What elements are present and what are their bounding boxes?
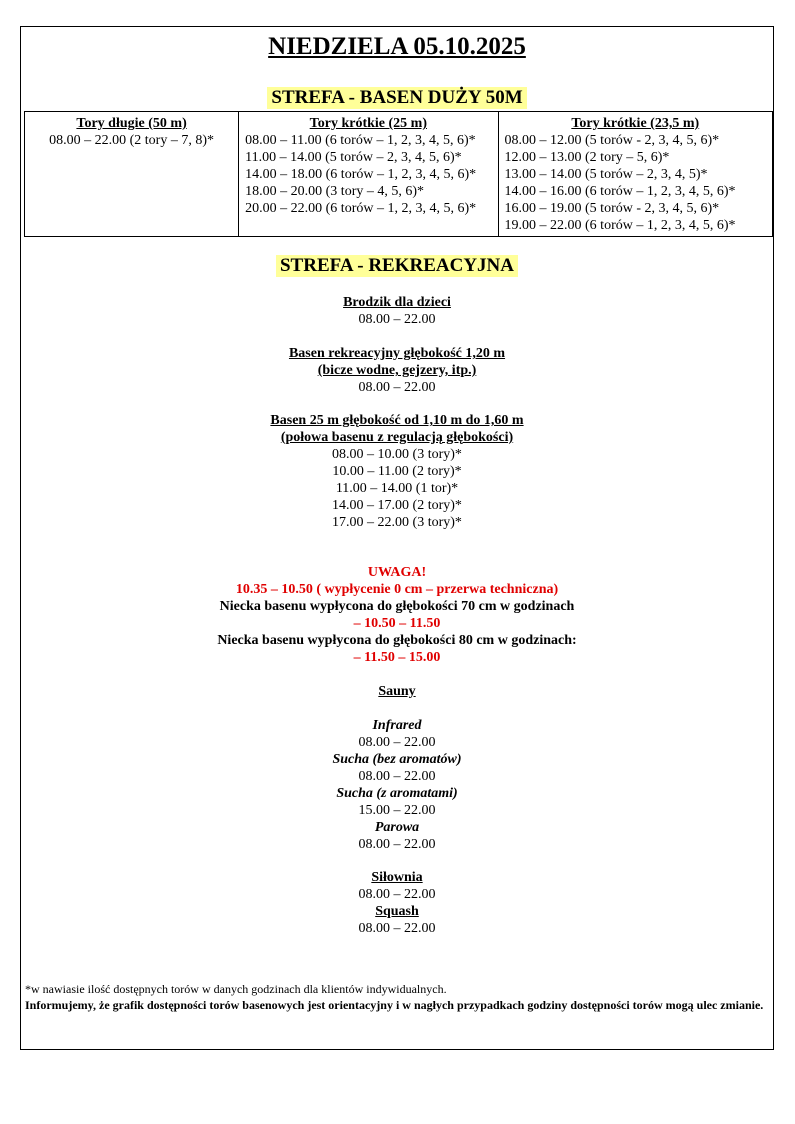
uwaga-line1: 10.35 – 10.50 ( wypłycenie 0 cm – przerwa techniczna) [235, 582, 559, 597]
recreation-pool-title: Basen rekreacyjny głębokość 1,20 m [288, 346, 506, 361]
squash-title: Squash [375, 904, 419, 919]
brodzik-hours: 08.00 – 22.00 [358, 312, 436, 327]
gym-hours: 08.00 – 22.00 [358, 887, 436, 902]
pool-25-line: 11.00 – 14.00 (1 tor)* [335, 481, 459, 496]
sauna-name: Sucha (z aromatami) [336, 786, 458, 801]
uwaga-title: UWAGA! [367, 565, 427, 580]
short-25-lanes-header: Tory krótkie (25 m) [309, 116, 427, 131]
lanes-table [24, 111, 773, 237]
short-23-lanes-cell [498, 112, 772, 237]
sauna-hours: 08.00 – 22.00 [358, 837, 436, 852]
pool-25-line: 17.00 – 22.00 (3 tory)* [332, 515, 462, 530]
short-23-lanes-header: Tory krótkie (23,5 m) [571, 116, 700, 131]
footer-note: *w nawiasie ilość dostępnych torów w danych godzinach dla klientów indywidualnych. [25, 982, 447, 996]
page-frame [20, 26, 774, 1050]
short-23-line: 16.00 – 19.00 (5 torów - 2, 3, 4, 5, 6)* [504, 201, 720, 216]
short-25-line: 20.00 – 22.00 (6 torów – 1, 2, 3, 4, 5, 6)* [245, 201, 477, 216]
sauna-hours: 15.00 – 22.00 [358, 803, 436, 818]
long-lanes-cell [25, 112, 239, 237]
saunas-title: Sauny [378, 684, 416, 699]
sauna-name: Parowa [374, 820, 420, 835]
sauna-hours: 08.00 – 22.00 [358, 769, 436, 784]
gym-squash-block [21, 869, 773, 937]
brodzik-title: Brodzik dla dzieci [343, 295, 451, 310]
pool-25-title: Basen 25 m głębokość od 1,10 m do 1,60 m [270, 413, 524, 428]
zone-big-pool-heading [21, 87, 773, 109]
sauna-name: Sucha (bez aromatów) [332, 752, 462, 767]
sauna-hours: 08.00 – 22.00 [358, 735, 436, 750]
short-25-line: 11.00 – 14.00 (5 torów – 2, 3, 4, 5, 6)* [245, 150, 462, 165]
footer-info: Informujemy, że grafik dostępności torów basenowych jest orientacyjny i w nagłych przypadkach godziny dostępności torów mogą ulec zmianie. [25, 998, 764, 1012]
pool-25-line: 08.00 – 10.00 (3 tory)* [332, 447, 462, 462]
zone-recreation-heading [21, 255, 773, 277]
sauna-name: Infrared [372, 718, 422, 733]
saunas-block [21, 683, 773, 853]
pool-25-line: 14.00 – 17.00 (2 tory)* [332, 498, 462, 513]
uwaga-line4: Niecka basenu wypłycona do głębokości 80 cm w godzinach: [217, 633, 577, 648]
footer [25, 981, 769, 1013]
short-25-line: 08.00 – 11.00 (6 torów – 1, 2, 3, 4, 5, 6)* [245, 133, 476, 148]
short-23-line: 12.00 – 13.00 (2 tory – 5, 6)* [504, 150, 670, 165]
recreation-pool-hours: 08.00 – 22.00 [358, 380, 436, 395]
pool-25-block [21, 412, 773, 531]
short-25-line: 18.00 – 20.00 (3 tory – 4, 5, 6)* [245, 184, 425, 199]
zone-recreation-title: STREFA - REKREACYJNA [276, 255, 518, 277]
short-25-line: 14.00 – 18.00 (6 torów – 1, 2, 3, 4, 5, 6)* [245, 167, 477, 182]
zone-big-pool-title: STREFA - BASEN DUŻY 50M [267, 87, 526, 109]
short-23-line: 14.00 – 16.00 (6 torów – 1, 2, 3, 4, 5, 6)* [504, 184, 736, 199]
uwaga-line2: Niecka basenu wypłycona do głębokości 70 cm w godzinach [219, 599, 575, 614]
short-23-line: 19.00 – 22.00 (6 torów – 1, 2, 3, 4, 5, 6)* [504, 218, 736, 233]
brodzik-block [21, 294, 773, 328]
long-lanes-line: 08.00 – 22.00 (2 tory – 7, 8)* [49, 133, 215, 148]
long-lanes-header: Tory długie (50 m) [76, 116, 187, 131]
uwaga-line5: – 11.50 – 15.00 [353, 650, 441, 665]
uwaga-block [21, 564, 773, 666]
short-23-line: 08.00 – 12.00 (5 torów - 2, 3, 4, 5, 6)* [504, 133, 720, 148]
uwaga-line3: – 10.50 – 11.50 [353, 616, 441, 631]
squash-hours: 08.00 – 22.00 [358, 921, 436, 936]
recreation-pool-block [21, 345, 773, 396]
short-23-line: 13.00 – 14.00 (5 torów – 2, 3, 4, 5)* [504, 167, 708, 182]
pool-25-line: 10.00 – 11.00 (2 tory)* [332, 464, 462, 479]
pool-25-subtitle: (połowa basenu z regulacją głębokości) [280, 430, 514, 445]
recreation-pool-subtitle: (bicze wodne, gejzery, itp.) [317, 363, 477, 378]
gym-title: Siłownia [371, 870, 423, 885]
page-title: NIEDZIELA 05.10.2025 [268, 33, 526, 60]
short-25-lanes-cell [239, 112, 498, 237]
